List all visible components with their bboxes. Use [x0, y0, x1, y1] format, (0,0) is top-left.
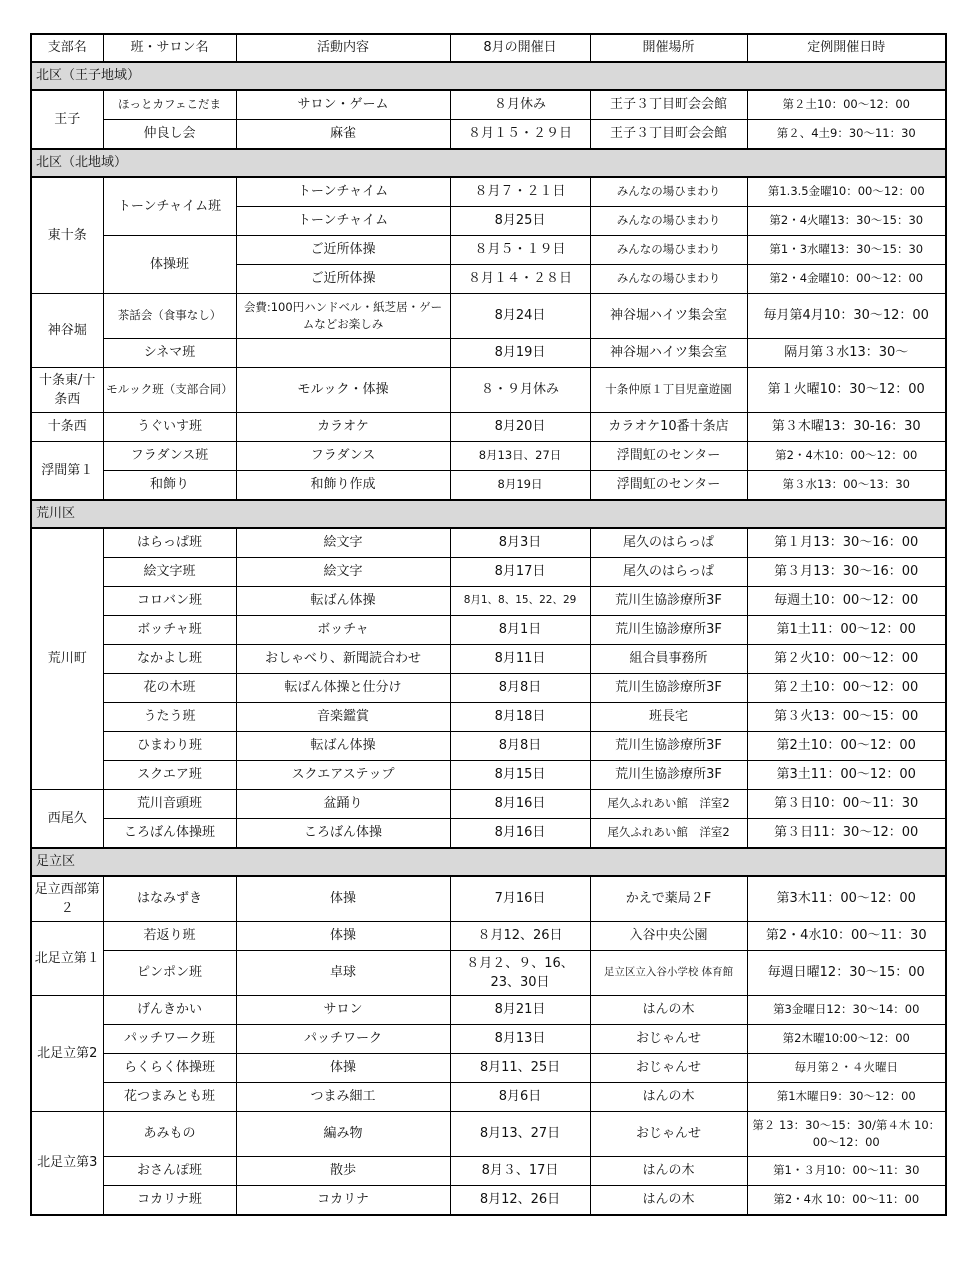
- activity-cell: 散歩: [236, 1157, 450, 1186]
- place-cell: はんの木: [590, 1157, 747, 1186]
- table-row: [31, 951, 946, 996]
- salon-cell: パッチワーク班: [103, 1025, 236, 1054]
- schedule-table: [30, 33, 947, 1216]
- branch-cell: 浮間第１: [31, 442, 103, 501]
- regular-cell: 第3土11：00～12：00: [747, 761, 946, 790]
- section-row: [31, 62, 946, 90]
- date-cell: 8月24日: [450, 294, 590, 339]
- table-row: [31, 339, 946, 368]
- place-cell: 神谷堀ハイツ集会室: [590, 294, 747, 339]
- place-cell: おじゃんせ: [590, 1025, 747, 1054]
- place-cell: みんなの場ひまわり: [590, 236, 747, 265]
- activity-cell: 体操: [236, 1054, 450, 1083]
- date-cell: 8月19日: [450, 471, 590, 501]
- date-cell: ８月休み: [450, 90, 590, 120]
- regular-cell: 第1・３月10：00～11：30: [747, 1157, 946, 1186]
- date-cell: 8月6日: [450, 1083, 590, 1112]
- date-cell: 8月11日: [450, 645, 590, 674]
- table-row: [31, 996, 946, 1025]
- salon-cell: フラダンス班: [103, 442, 236, 471]
- regular-cell: 第３火13：00～15：00: [747, 703, 946, 732]
- regular-cell: 第2木曜10:00～12：00: [747, 1025, 946, 1054]
- section-title: 足立区: [31, 848, 946, 876]
- table-row: [31, 674, 946, 703]
- salon-cell: コロバン班: [103, 587, 236, 616]
- header-salon: 班・サロン名: [103, 34, 236, 62]
- table-row: [31, 587, 946, 616]
- salon-cell: 絵文字班: [103, 558, 236, 587]
- date-cell: 8月３、17日: [450, 1157, 590, 1186]
- salon-cell: おさんぽ班: [103, 1157, 236, 1186]
- place-cell: 尾久ふれあい館 洋室2: [590, 819, 747, 849]
- place-cell: 王子３丁目町会会館: [590, 90, 747, 120]
- table-row: [31, 90, 946, 120]
- place-cell: 入谷中央公園: [590, 922, 747, 951]
- activity-cell: トーンチャイム: [236, 177, 450, 207]
- regular-cell: 第2・4水10：00～11：30: [747, 922, 946, 951]
- place-cell: 荒川生協診療所3F: [590, 761, 747, 790]
- place-cell: 尾久ふれあい館 洋室2: [590, 790, 747, 819]
- header-branch: 支部名: [31, 34, 103, 62]
- regular-cell: 第２ 13：30～15：30/第４木 10：00～12：00: [747, 1112, 946, 1157]
- activity-cell: 絵文字: [236, 528, 450, 558]
- place-cell: おじゃんせ: [590, 1112, 747, 1157]
- branch-cell: 荒川町: [31, 528, 103, 790]
- branch-cell: 北足立第１: [31, 922, 103, 996]
- regular-cell: 第3木11：00～12：00: [747, 876, 946, 922]
- branch-cell: 十条西: [31, 413, 103, 442]
- branch-cell: 北足立第3: [31, 1112, 103, 1216]
- salon-cell: モルック班（支部合同）: [103, 368, 236, 413]
- date-cell: ８月５・１９日: [450, 236, 590, 265]
- regular-cell: 第1.3.5金曜10：00～12：00: [747, 177, 946, 207]
- activity-cell: おしゃべり、新聞読合わせ: [236, 645, 450, 674]
- place-cell: 尾久のはらっぱ: [590, 528, 747, 558]
- salon-cell: スクエア班: [103, 761, 236, 790]
- date-cell: 8月13日、27日: [450, 442, 590, 471]
- regular-cell: 第２、4土9：30～11：30: [747, 120, 946, 150]
- table-row: [31, 442, 946, 471]
- place-cell: みんなの場ひまわり: [590, 177, 747, 207]
- regular-cell: 第2・4木10：00～12：00: [747, 442, 946, 471]
- date-cell: 8月1、8、15、22、29: [450, 587, 590, 616]
- place-cell: おじゃんせ: [590, 1054, 747, 1083]
- place-cell: 班長宅: [590, 703, 747, 732]
- salon-cell: ころばん体操班: [103, 819, 236, 849]
- activity-cell: トーンチャイム: [236, 207, 450, 236]
- salon-cell: 茶話会（食事なし）: [103, 294, 236, 339]
- regular-cell: 第３日11：30～12：00: [747, 819, 946, 849]
- place-cell: 荒川生協診療所3F: [590, 616, 747, 645]
- salon-cell: らくらく体操班: [103, 1054, 236, 1083]
- section-row: [31, 149, 946, 177]
- date-cell: 8月1日: [450, 616, 590, 645]
- date-cell: 8月3日: [450, 528, 590, 558]
- activity-cell: つまみ細工: [236, 1083, 450, 1112]
- table-row: [31, 368, 946, 413]
- regular-cell: 隔月第３水13：30～: [747, 339, 946, 368]
- regular-cell: 第１火曜10：30～12：00: [747, 368, 946, 413]
- activity-cell: 和飾り作成: [236, 471, 450, 501]
- activity-cell: 編み物: [236, 1112, 450, 1157]
- table-row: [31, 1025, 946, 1054]
- table-row: [31, 177, 946, 207]
- regular-cell: 第２土10：00～12：00: [747, 674, 946, 703]
- salon-cell: はらっぱ班: [103, 528, 236, 558]
- date-cell: 8月19日: [450, 339, 590, 368]
- table-row: [31, 761, 946, 790]
- regular-cell: 第２火10：00～12：00: [747, 645, 946, 674]
- place-cell: みんなの場ひまわり: [590, 265, 747, 294]
- activity-cell: 転ばん体操: [236, 732, 450, 761]
- activity-cell: ご近所体操: [236, 236, 450, 265]
- table-row: [31, 819, 946, 849]
- place-cell: はんの木: [590, 1083, 747, 1112]
- activity-cell: 音楽鑑賞: [236, 703, 450, 732]
- regular-cell: 毎月第２・４火曜日: [747, 1054, 946, 1083]
- salon-cell: ひまわり班: [103, 732, 236, 761]
- activity-cell: 転ばん体操と仕分け: [236, 674, 450, 703]
- salon-cell: トーンチャイム班: [103, 177, 236, 236]
- regular-cell: 第2・4金曜10：00～12：00: [747, 265, 946, 294]
- place-cell: 王子３丁目町会会館: [590, 120, 747, 150]
- salon-cell: 若返り班: [103, 922, 236, 951]
- place-cell: はんの木: [590, 996, 747, 1025]
- header-regular: 定例開催日時: [747, 34, 946, 62]
- place-cell: はんの木: [590, 1186, 747, 1216]
- regular-cell: 第３日10：00～11：30: [747, 790, 946, 819]
- table-row: [31, 645, 946, 674]
- date-cell: 7月16日: [450, 876, 590, 922]
- branch-cell: 十条東/十条西: [31, 368, 103, 413]
- place-cell: 組合員事務所: [590, 645, 747, 674]
- date-cell: 8月16日: [450, 790, 590, 819]
- date-cell: 8月21日: [450, 996, 590, 1025]
- date-cell: ８・９月休み: [450, 368, 590, 413]
- activity-cell: ころばん体操: [236, 819, 450, 849]
- regular-cell: 毎週土10：00～12：00: [747, 587, 946, 616]
- activity-cell: 卓球: [236, 951, 450, 996]
- date-cell: 8月25日: [450, 207, 590, 236]
- date-cell: ８月１４・２８日: [450, 265, 590, 294]
- salon-cell: ほっとカフェこだま: [103, 90, 236, 120]
- activity-cell: サロン・ゲーム: [236, 90, 450, 120]
- table-row: [31, 471, 946, 501]
- table-row: [31, 236, 946, 265]
- activity-cell: 麻雀: [236, 120, 450, 150]
- activity-cell: モルック・体操: [236, 368, 450, 413]
- date-cell: ８月１５・２９日: [450, 120, 590, 150]
- date-cell: 8月8日: [450, 732, 590, 761]
- activity-cell: 会費:100円ハンドベル・紙芝居・ゲームなどお楽しみ: [236, 294, 450, 339]
- activity-cell: パッチワーク: [236, 1025, 450, 1054]
- table-row: [31, 790, 946, 819]
- regular-cell: 第３水13：00～13：30: [747, 471, 946, 501]
- place-cell: みんなの場ひまわり: [590, 207, 747, 236]
- regular-cell: 毎月第4月10：30～12：00: [747, 294, 946, 339]
- table-row: [31, 876, 946, 922]
- place-cell: 荒川生協診療所3F: [590, 732, 747, 761]
- salon-cell: はなみずき: [103, 876, 236, 922]
- place-cell: 十条仲原１丁目児童遊園: [590, 368, 747, 413]
- date-cell: ８月７・２１日: [450, 177, 590, 207]
- activity-cell: 絵文字: [236, 558, 450, 587]
- regular-cell: 第２土10：00～12：00: [747, 90, 946, 120]
- date-cell: ８月２、９、16、23、30日: [450, 951, 590, 996]
- salon-cell: うぐいす班: [103, 413, 236, 442]
- header-activity: 活動内容: [236, 34, 450, 62]
- date-cell: ８月12、26日: [450, 922, 590, 951]
- place-cell: 浮間虹のセンター: [590, 442, 747, 471]
- activity-cell: 転ばん体操: [236, 587, 450, 616]
- branch-cell: 西尾久: [31, 790, 103, 849]
- salon-cell: 和飾り: [103, 471, 236, 501]
- table-row: [31, 1186, 946, 1216]
- place-cell: 浮間虹のセンター: [590, 471, 747, 501]
- regular-cell: 第1・3水曜13：30～15：30: [747, 236, 946, 265]
- regular-cell: 第2土10：00～12：00: [747, 732, 946, 761]
- section-row: [31, 500, 946, 528]
- branch-cell: 東十条: [31, 177, 103, 294]
- activity-cell: 盆踊り: [236, 790, 450, 819]
- date-cell: 8月11、25日: [450, 1054, 590, 1083]
- activity-cell: フラダンス: [236, 442, 450, 471]
- table-row: [31, 120, 946, 150]
- salon-cell: なかよし班: [103, 645, 236, 674]
- activity-cell: サロン: [236, 996, 450, 1025]
- salon-cell: あみもの: [103, 1112, 236, 1157]
- table-row: [31, 1157, 946, 1186]
- regular-cell: 第３木曜13：30-16：30: [747, 413, 946, 442]
- branch-cell: 王子: [31, 90, 103, 149]
- table-row: [31, 1054, 946, 1083]
- salon-cell: 仲良し会: [103, 120, 236, 150]
- date-cell: 8月20日: [450, 413, 590, 442]
- table-row: [31, 528, 946, 558]
- activity-cell: コカリナ: [236, 1186, 450, 1216]
- date-cell: 8月8日: [450, 674, 590, 703]
- salon-cell: ピンポン班: [103, 951, 236, 996]
- salon-cell: 花つまみとも班: [103, 1083, 236, 1112]
- salon-cell: シネマ班: [103, 339, 236, 368]
- table-row: [31, 703, 946, 732]
- salon-cell: ボッチャ班: [103, 616, 236, 645]
- salon-cell: 体操班: [103, 236, 236, 294]
- activity-cell: スクエアステップ: [236, 761, 450, 790]
- regular-cell: 第3金曜日12：30～14：00: [747, 996, 946, 1025]
- date-cell: 8月12、26日: [450, 1186, 590, 1216]
- regular-cell: 第３月13：30～16：00: [747, 558, 946, 587]
- salon-cell: 花の木班: [103, 674, 236, 703]
- regular-cell: 第2・4火曜13：30～15：30: [747, 207, 946, 236]
- section-title: 北区（北地域）: [31, 149, 946, 177]
- place-cell: 神谷堀ハイツ集会室: [590, 339, 747, 368]
- place-cell: 荒川生協診療所3F: [590, 674, 747, 703]
- branch-cell: 神谷堀: [31, 294, 103, 368]
- date-cell: 8月15日: [450, 761, 590, 790]
- salon-cell: 荒川音頭班: [103, 790, 236, 819]
- table-row: [31, 1083, 946, 1112]
- salon-cell: げんきかい: [103, 996, 236, 1025]
- date-cell: 8月16日: [450, 819, 590, 849]
- place-cell: かえで薬局２F: [590, 876, 747, 922]
- salon-cell: うたう班: [103, 703, 236, 732]
- table-row: [31, 558, 946, 587]
- activity-cell: 体操: [236, 922, 450, 951]
- regular-cell: 第1土11：00～12：00: [747, 616, 946, 645]
- date-cell: 8月17日: [450, 558, 590, 587]
- header-row: [31, 34, 946, 62]
- place-cell: 荒川生協診療所3F: [590, 587, 747, 616]
- activity-cell: [236, 339, 450, 368]
- activity-cell: ご近所体操: [236, 265, 450, 294]
- place-cell: カラオケ10番十条店: [590, 413, 747, 442]
- header-place: 開催場所: [590, 34, 747, 62]
- date-cell: 8月13、27日: [450, 1112, 590, 1157]
- section-title: 荒川区: [31, 500, 946, 528]
- table-row: [31, 922, 946, 951]
- activity-cell: 体操: [236, 876, 450, 922]
- regular-cell: 第2・4水 10：00～11：00: [747, 1186, 946, 1216]
- place-cell: 尾久のはらっぱ: [590, 558, 747, 587]
- header-august-date: 8月の開催日: [450, 34, 590, 62]
- activity-cell: カラオケ: [236, 413, 450, 442]
- place-cell: 足立区立入谷小学校 体育館: [590, 951, 747, 996]
- regular-cell: 第1木曜日9：30～12：00: [747, 1083, 946, 1112]
- activity-cell: ボッチャ: [236, 616, 450, 645]
- branch-cell: 北足立第2: [31, 996, 103, 1112]
- table-row: [31, 732, 946, 761]
- date-cell: 8月13日: [450, 1025, 590, 1054]
- table-row: [31, 1112, 946, 1157]
- branch-cell: 足立西部第２: [31, 876, 103, 922]
- salon-cell: コカリナ班: [103, 1186, 236, 1216]
- table-row: [31, 616, 946, 645]
- regular-cell: 毎週日曜12：30～15：00: [747, 951, 946, 996]
- table-row: [31, 294, 946, 339]
- section-title: 北区（王子地域）: [31, 62, 946, 90]
- table-row: [31, 413, 946, 442]
- section-row: [31, 848, 946, 876]
- date-cell: 8月18日: [450, 703, 590, 732]
- regular-cell: 第１月13：30～16：00: [747, 528, 946, 558]
